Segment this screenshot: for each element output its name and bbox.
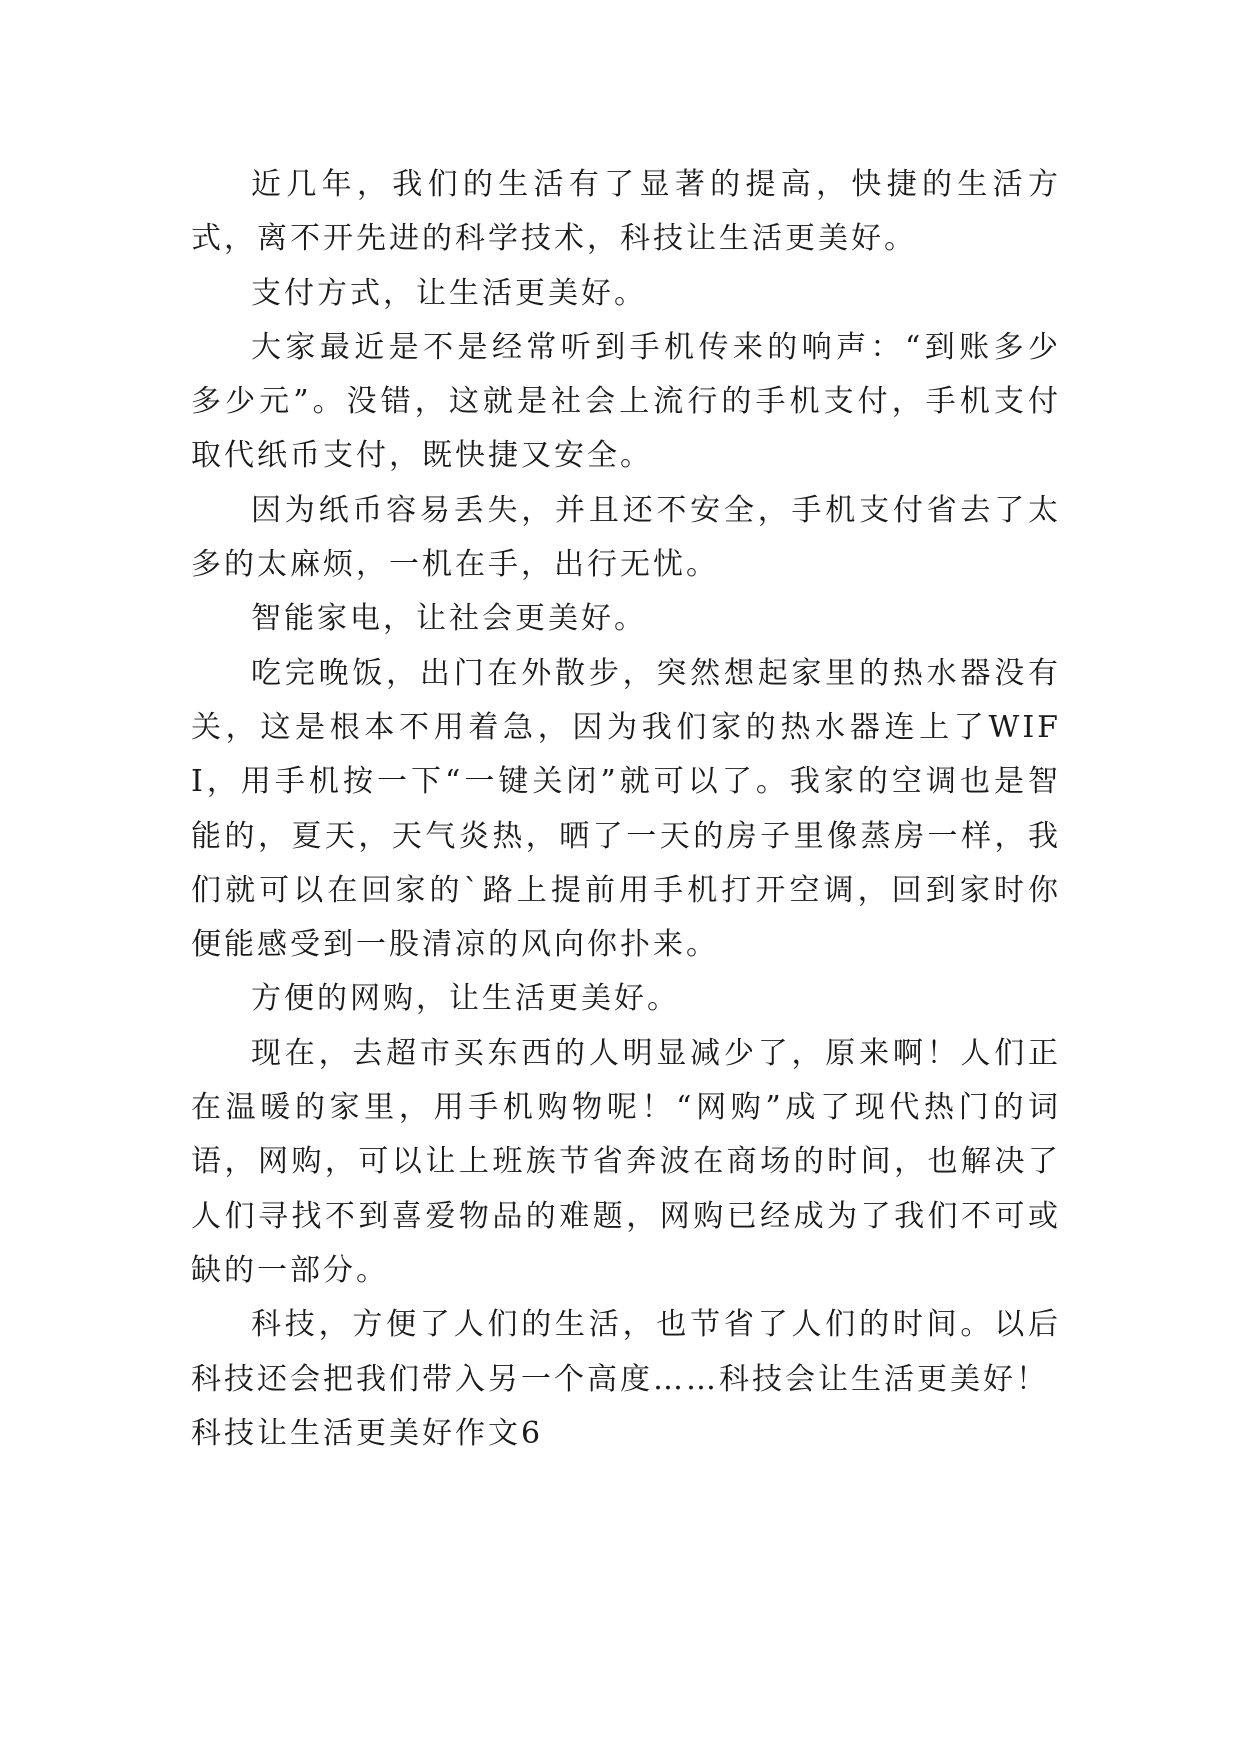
section-heading-online-shopping: 方便的网购，让生活更美好。 bbox=[251, 981, 680, 1017]
paragraph-online-shopping: 现在，去超市买东西的人明显减少了，原来啊！人们正在温暖的家里，用手机购物呢！“网购”成了现代热门的词语，网购，可以让上班族节省奔波在商场的时间，也解决了人们寻找不到喜爱物品的难题，网购已经成为了我们不可或缺的一部分。 bbox=[191, 1035, 1061, 1288]
article-body bbox=[191, 158, 1061, 1461]
next-essay-title: 科技让生活更美好作文6 bbox=[191, 1415, 544, 1451]
paragraph-payment-safety: 因为纸币容易丢失，并且还不安全，手机支付省去了太多的太麻烦，一机在手，出行无忧。 bbox=[191, 492, 1061, 583]
paragraph-smart-home: 吃完晚饭，出门在外散步，突然想起家里的热水器没有关，这是根本不用着急，因为我们家的热水器连上了WIFI，用手机按一下“一键关闭”就可以了。我家的空调也是智能的，夏天，天气炎热，晒了一天的房子里像蒸房一样，我们就可以在回家的`路上提前用手机打开空调，回到家时你便能感受到一股清凉的风向你扑来。 bbox=[191, 655, 1061, 963]
section-heading-payment: 支付方式，让生活更美好。 bbox=[251, 275, 647, 311]
paragraph-payment-sound: 大家最近是不是经常听到手机传来的响声：“到账多少多少元”。没错，这就是社会上流行的手机支付，手机支付取代纸币支付，既快捷又安全。 bbox=[191, 329, 1061, 474]
paragraph-intro: 近几年，我们的生活有了显著的提高，快捷的生活方式，离不开先进的科学技术，科技让生活更美好。 bbox=[191, 167, 1061, 257]
paragraph-conclusion: 科技，方便了人们的生活，也节省了人们的时间。以后科技还会把我们带入另一个高度……科技会让生活更美好！ bbox=[191, 1307, 1061, 1397]
section-heading-smart-home: 智能家电，让社会更美好。 bbox=[251, 601, 647, 637]
